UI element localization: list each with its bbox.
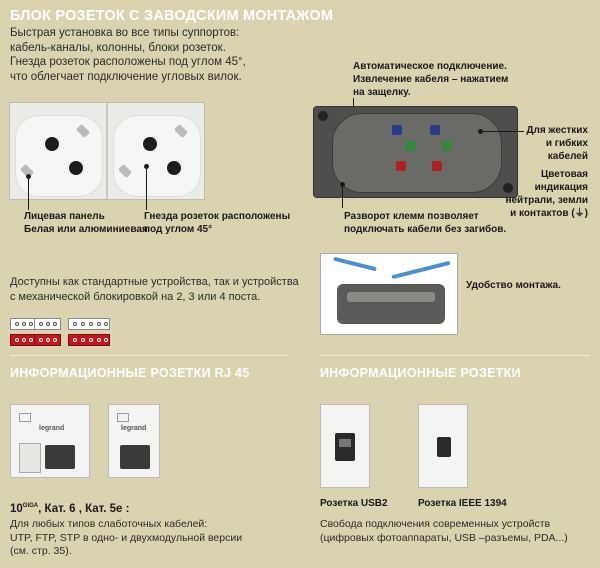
separator-line <box>10 355 288 356</box>
usb-socket-image <box>320 404 370 488</box>
label-line: подключать кабели без загибов. <box>344 224 507 235</box>
label-face-panel <box>24 210 148 236</box>
brand-logo: legrand <box>121 425 147 432</box>
rj45-section-title: ИНФОРМАЦИОННЫЕ РОЗЕТКИ RJ 45 <box>10 366 250 380</box>
label-line: Разворот клемм позволяет <box>344 211 479 222</box>
desc-line: Для любых типов слаботочных кабелей: <box>10 518 208 530</box>
label-angle <box>144 210 290 236</box>
variant-2-posts-white <box>10 318 37 330</box>
usb-label: Розетка USB2 <box>320 498 388 509</box>
label-line: Извлечение кабеля – нажатием <box>353 74 509 85</box>
ieee-socket-image <box>418 404 468 488</box>
label-clamp-turn <box>344 210 506 236</box>
label-line: Автоматическое подключение. <box>353 61 507 72</box>
ieee-label: Розетка IEEE 1394 <box>418 498 507 509</box>
label-line: Цветовая <box>540 169 588 180</box>
availability-line: с механической блокировкой на 2, 3 или 4 поста. <box>10 290 261 303</box>
info-section-title: ИНФОРМАЦИОННЫЕ РОЗЕТКИ <box>320 366 521 380</box>
label-line: индикация <box>534 182 588 193</box>
variant-2-posts-red <box>10 334 37 346</box>
intro-line: что облегчает подключение угловых вилок. <box>10 70 242 83</box>
variant-row-white <box>10 318 110 330</box>
label-line: кабелей <box>547 151 588 162</box>
separator-line <box>320 355 590 356</box>
desc-line: UTP, FTP, STP в одно- и двухмодульной версии <box>10 531 243 544</box>
desc-line: Свобода подключения современных устройств <box>320 518 551 530</box>
label-auto-connect <box>353 60 508 99</box>
variant-4-posts-white <box>68 318 110 330</box>
label-line: и контактов (⏚) <box>510 208 588 219</box>
variant-row-red <box>10 334 110 346</box>
availability-line: Доступны как стандартные устройства, так и устройства <box>10 276 299 288</box>
label-line: и гибких <box>545 138 588 149</box>
rj45-category <box>10 503 129 515</box>
mounting-image <box>320 253 458 335</box>
desc-line: (см. стр. 35). <box>10 545 72 557</box>
label-line: нейтрали, земли <box>505 195 588 206</box>
cat-prefix: 10 <box>10 503 23 515</box>
double-socket-image <box>9 102 205 200</box>
intro-text <box>10 26 246 84</box>
variant-3-posts-white <box>34 318 61 330</box>
label-line: Белая или алюминиевая <box>24 224 148 235</box>
label-color-coding <box>500 168 588 220</box>
label-line: Для жестких <box>526 125 588 136</box>
label-cables <box>524 124 588 163</box>
rj45-socket-1 <box>10 404 90 478</box>
rj45-description <box>10 518 242 559</box>
cat-sup: GIGA <box>22 503 39 510</box>
label-line: на защелку. <box>353 87 411 98</box>
intro-line: Гнезда розеток расположены под углом 45°, <box>10 56 246 68</box>
desc-line: (цифровых фотоаппараты, USB –разъемы, PDA...) <box>320 531 568 544</box>
availability-text <box>10 275 299 304</box>
rj45-sockets-image <box>10 404 170 478</box>
page-title: БЛОК РОЗЕТОК С ЗАВОДСКИМ МОНТАЖОМ <box>10 8 334 24</box>
cat-rest: , Кат. 6 , Кат. 5e : <box>38 503 130 515</box>
brand-logo: legrand <box>39 425 65 432</box>
mounting-label: Удобство монтажа. <box>466 280 561 291</box>
socket-face-right <box>113 115 201 197</box>
variant-4-posts-red <box>68 334 110 346</box>
variant-3-posts-red <box>34 334 61 346</box>
intro-line: Быстрая установка во все типы суппортов: <box>10 27 240 39</box>
info-description <box>320 518 568 545</box>
label-line: под углом 45° <box>144 224 213 235</box>
label-line: Гнезда розеток расположены <box>144 211 291 222</box>
intro-line: кабель-каналы, колонны, блоки розеток. <box>10 41 226 54</box>
rj45-socket-2 <box>108 404 160 478</box>
label-line: Лицевая панель <box>24 211 105 222</box>
